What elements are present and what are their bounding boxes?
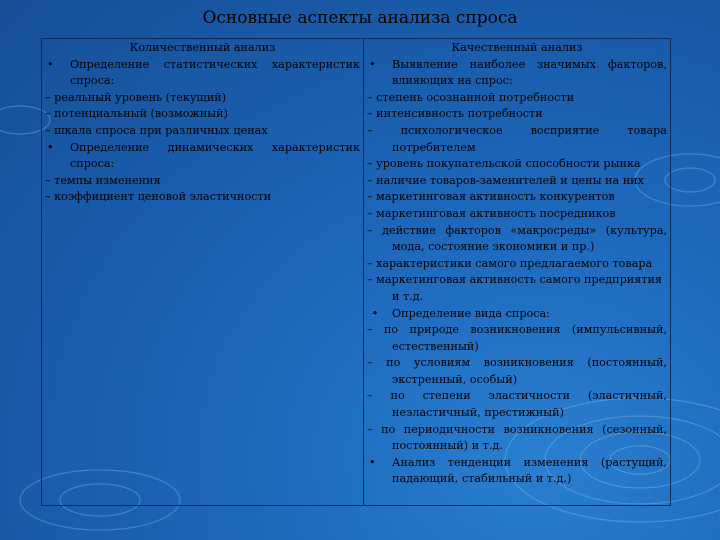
qualitative-analysis-column [364,39,670,505]
list-item-continuation: спроса: [70,74,115,88]
list-item: – по степени эластичности (эластичный, [367,388,667,405]
list-item: – по периодичности возникновения (сезонный, [367,422,667,439]
list-item: • Анализ тенденции изменения (растущий, [367,455,667,472]
list-item-continuation: влияющих на спрос: [392,74,513,88]
list-item-continuation: неэластичный, престижный) [392,406,564,420]
qualitative-header: Качественный анализ [451,41,583,54]
list-item-continuation: падающий, стабильный и т.д.) [392,472,572,486]
list-item-continuation: спроса: [70,157,115,171]
bullet-icon: • [371,306,379,320]
quantitative-analysis-column [42,39,364,505]
list-item: • Определение динамических характеристик [45,140,360,157]
quantitative-header: Количественный анализ [129,41,276,54]
page-title: Основные аспекты анализа спроса [202,8,518,28]
list-item: – по условиям возникновения (постоянный, [367,355,667,372]
list-item: – маркетинговая активность самого предприятия [367,272,667,289]
list-item: – степень осознанной потребности [367,90,667,107]
list-item: – характеристики самого предлагаемого товара [367,256,667,273]
list-item-continuation: постоянный) и т.д. [392,439,503,453]
bullet-icon: • [369,455,376,469]
list-item: • Определение статистических характеристик [45,57,360,74]
list-item: – по природе возникновения (импульсивный, [367,322,667,339]
list-item: – темпы изменения [45,173,360,190]
list-item: – уровень покупательской способности рынка [367,156,667,173]
list-item: – интенсивность потребности [367,106,667,123]
list-item: – действие факторов «макросреды» (культура, [367,223,667,240]
list-item: – шкала спроса при различных ценах [45,123,360,140]
list-item: • Выявление наиболее значимых факторов, [367,57,667,74]
list-item: – психологическое восприятие товара [367,123,667,140]
list-item-continuation: экстренный, особый) [392,372,518,386]
list-item: – реальный уровень (текущий) [45,90,360,107]
list-item-continuation: мода, состояние экономики и пр.) [392,240,595,254]
list-item-continuation: и т.д. [392,289,424,303]
list-item-continuation: естественный) [392,339,479,353]
bullet-icon: • [47,140,54,154]
list-item: • Определение вида спроса: [367,306,667,323]
list-item: – маркетинговая активность посредников [367,206,667,223]
bullet-icon: • [47,57,54,71]
list-item: – коэффициент ценовой эластичности [45,189,360,206]
list-item-continuation: потребителем [392,140,476,154]
list-item: – маркетинговая активность конкурентов [367,189,667,206]
analysis-table [41,38,671,506]
list-item: – наличие товаров-заменителей и цены на них [367,173,667,190]
bullet-icon: • [369,57,376,71]
list-item: – потенциальный (возможный) [45,106,360,123]
